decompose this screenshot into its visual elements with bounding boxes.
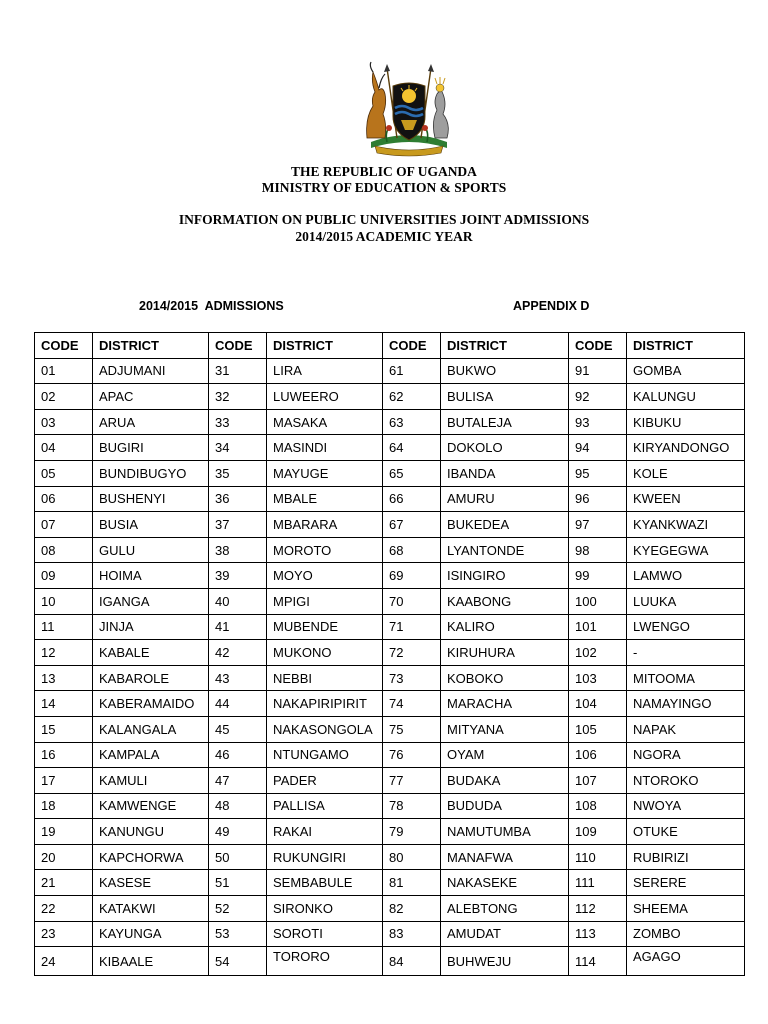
- district-code-cell: 15: [35, 716, 93, 742]
- district-code-cell: 110: [569, 844, 627, 870]
- district-code-cell: 33: [209, 409, 267, 435]
- district-name-cell: NTOROKO: [627, 768, 745, 794]
- appendix-label: APPENDIX D: [513, 299, 590, 313]
- district-name-cell: KOBOKO: [441, 665, 569, 691]
- district-code-cell: 73: [383, 665, 441, 691]
- district-code-cell: 69: [383, 563, 441, 589]
- academic-year-title: 2014/2015 ACADEMIC YEAR: [295, 229, 473, 244]
- district-name-cell: BUSHENYI: [93, 486, 209, 512]
- district-code-cell: 77: [383, 768, 441, 794]
- district-code-cell: 106: [569, 742, 627, 768]
- district-code-cell: 109: [569, 819, 627, 845]
- district-name-cell: NAKAPIRIPIRIT: [267, 691, 383, 717]
- district-code-cell: 20: [35, 844, 93, 870]
- district-code-cell: 62: [383, 384, 441, 410]
- district-code-cell: 51: [209, 870, 267, 896]
- district-code-cell: 02: [35, 384, 93, 410]
- district-name-cell: JINJA: [93, 614, 209, 640]
- district-name-cell: LYANTONDE: [441, 537, 569, 563]
- district-code-cell: 97: [569, 512, 627, 538]
- district-name-cell: KIRYANDONGO: [627, 435, 745, 461]
- district-name-cell: BUDUDA: [441, 793, 569, 819]
- district-code-cell: 38: [209, 537, 267, 563]
- column-header: CODE: [383, 333, 441, 359]
- district-name-cell: MOYO: [267, 563, 383, 589]
- district-name-cell: MBALE: [267, 486, 383, 512]
- district-name-cell: BUSIA: [93, 512, 209, 538]
- district-code-cell: 113: [569, 921, 627, 947]
- district-code-cell: 112: [569, 896, 627, 922]
- district-name-cell: RUKUNGIRI: [267, 844, 383, 870]
- district-code-cell: 54: [209, 947, 267, 976]
- district-code-cell: 105: [569, 716, 627, 742]
- district-code-cell: 67: [383, 512, 441, 538]
- district-code-cell: 104: [569, 691, 627, 717]
- district-code-cell: 49: [209, 819, 267, 845]
- district-code-cell: 47: [209, 768, 267, 794]
- district-code-cell: 01: [35, 358, 93, 384]
- district-name-cell: BUKWO: [441, 358, 569, 384]
- district-name-cell: SOROTI: [267, 921, 383, 947]
- coat-of-arms-emblem: [357, 58, 461, 158]
- district-name-cell: IBANDA: [441, 460, 569, 486]
- district-name-cell: MARACHA: [441, 691, 569, 717]
- district-code-cell: 16: [35, 742, 93, 768]
- district-code-cell: 93: [569, 409, 627, 435]
- district-name-cell: SERERE: [627, 870, 745, 896]
- district-code-cell: 41: [209, 614, 267, 640]
- district-name-cell: BUHWEJU: [441, 947, 569, 976]
- table-row: [35, 768, 745, 794]
- table-row: [35, 435, 745, 461]
- district-code-cell: 65: [383, 460, 441, 486]
- district-code-cell: 18: [35, 793, 93, 819]
- district-name-cell: KIBUKU: [627, 409, 745, 435]
- district-name-cell: GULU: [93, 537, 209, 563]
- district-name-cell: NWOYA: [627, 793, 745, 819]
- table-row: [35, 691, 745, 717]
- district-name-cell: RAKAI: [267, 819, 383, 845]
- table-row: [35, 819, 745, 845]
- table-row: [35, 588, 745, 614]
- district-name-cell: LUWEERO: [267, 384, 383, 410]
- district-name-cell: KAYUNGA: [93, 921, 209, 947]
- district-name-cell: BUKEDEA: [441, 512, 569, 538]
- district-code-cell: 19: [35, 819, 93, 845]
- district-name-cell: MITYANA: [441, 716, 569, 742]
- district-code-cell: 22: [35, 896, 93, 922]
- district-name-cell: MOROTO: [267, 537, 383, 563]
- district-name-cell: -: [627, 640, 745, 666]
- district-name-cell: ARUA: [93, 409, 209, 435]
- district-name-cell: LUUKA: [627, 588, 745, 614]
- district-name-cell: ADJUMANI: [93, 358, 209, 384]
- district-code-cell: 82: [383, 896, 441, 922]
- district-code-cell: 76: [383, 742, 441, 768]
- district-code-cell: 96: [569, 486, 627, 512]
- table-row: [35, 512, 745, 538]
- table-row: [35, 870, 745, 896]
- district-name-cell: IGANGA: [93, 588, 209, 614]
- district-code-cell: 101: [569, 614, 627, 640]
- column-header: CODE: [209, 333, 267, 359]
- district-code-cell: 43: [209, 665, 267, 691]
- district-name-cell: NAPAK: [627, 716, 745, 742]
- district-name-cell: NAMUTUMBA: [441, 819, 569, 845]
- district-code-cell: 95: [569, 460, 627, 486]
- district-name-cell: KASESE: [93, 870, 209, 896]
- district-code-cell: 34: [209, 435, 267, 461]
- district-name-cell: KOLE: [627, 460, 745, 486]
- district-code-cell: 83: [383, 921, 441, 947]
- district-name-cell: BUTALEJA: [441, 409, 569, 435]
- district-code-cell: 42: [209, 640, 267, 666]
- district-name-cell: MAYUGE: [267, 460, 383, 486]
- district-name-cell: KAABONG: [441, 588, 569, 614]
- district-name-cell: OTUKE: [627, 819, 745, 845]
- column-header: CODE: [569, 333, 627, 359]
- district-code-cell: 06: [35, 486, 93, 512]
- district-code-cell: 52: [209, 896, 267, 922]
- district-code-cell: 111: [569, 870, 627, 896]
- column-header: DISTRICT: [441, 333, 569, 359]
- district-code-cell: 14: [35, 691, 93, 717]
- district-name-cell: MASAKA: [267, 409, 383, 435]
- district-code-cell: 21: [35, 870, 93, 896]
- district-code-cell: 03: [35, 409, 93, 435]
- district-code-cell: 66: [383, 486, 441, 512]
- district-name-cell: KANUNGU: [93, 819, 209, 845]
- table-row: [35, 742, 745, 768]
- table-row: [35, 537, 745, 563]
- table-row: [35, 716, 745, 742]
- district-name-cell: KALANGALA: [93, 716, 209, 742]
- district-name-cell: NEBBI: [267, 665, 383, 691]
- district-code-cell: 50: [209, 844, 267, 870]
- district-code-cell: 103: [569, 665, 627, 691]
- district-code-cell: 45: [209, 716, 267, 742]
- district-code-cell: 23: [35, 921, 93, 947]
- district-codes-table: [34, 332, 745, 976]
- district-name-cell: AMURU: [441, 486, 569, 512]
- table-row: [35, 793, 745, 819]
- table-row: [35, 486, 745, 512]
- district-code-cell: 36: [209, 486, 267, 512]
- district-code-cell: 39: [209, 563, 267, 589]
- table-row: [35, 896, 745, 922]
- district-name-cell: KALIRO: [441, 614, 569, 640]
- district-name-cell: NAMAYINGO: [627, 691, 745, 717]
- district-code-cell: 17: [35, 768, 93, 794]
- district-code-cell: 46: [209, 742, 267, 768]
- document-title: INFORMATION ON PUBLIC UNIVERSITIES JOINT ADMISSIONS: [178, 212, 590, 227]
- district-code-cell: 37: [209, 512, 267, 538]
- district-code-cell: 48: [209, 793, 267, 819]
- district-code-cell: 74: [383, 691, 441, 717]
- district-code-cell: 04: [35, 435, 93, 461]
- district-code-cell: 80: [383, 844, 441, 870]
- district-name-cell: KALUNGU: [627, 384, 745, 410]
- district-name-cell: HOIMA: [93, 563, 209, 589]
- table-body: [35, 358, 745, 975]
- district-name-cell: MBARARA: [267, 512, 383, 538]
- district-code-cell: 70: [383, 588, 441, 614]
- district-name-cell: KYANKWAZI: [627, 512, 745, 538]
- district-name-cell: AGAGO: [627, 947, 745, 976]
- column-header: DISTRICT: [627, 333, 745, 359]
- district-name-cell: MUKONO: [267, 640, 383, 666]
- district-name-cell: TORORO: [267, 947, 383, 976]
- table-row: [35, 640, 745, 666]
- district-name-cell: LWENGO: [627, 614, 745, 640]
- district-name-cell: KYEGEGWA: [627, 537, 745, 563]
- district-name-cell: MUBENDE: [267, 614, 383, 640]
- district-name-cell: KAMPALA: [93, 742, 209, 768]
- district-name-cell: KIBAALE: [93, 947, 209, 976]
- district-name-cell: APAC: [93, 384, 209, 410]
- district-name-cell: KATAKWI: [93, 896, 209, 922]
- table-row: [35, 563, 745, 589]
- district-code-cell: 68: [383, 537, 441, 563]
- table-row: [35, 409, 745, 435]
- district-name-cell: MASINDI: [267, 435, 383, 461]
- district-code-cell: 94: [569, 435, 627, 461]
- district-code-cell: 107: [569, 768, 627, 794]
- district-name-cell: LAMWO: [627, 563, 745, 589]
- district-code-cell: 81: [383, 870, 441, 896]
- table-row: [35, 460, 745, 486]
- district-code-cell: 35: [209, 460, 267, 486]
- district-code-cell: 31: [209, 358, 267, 384]
- table-row: [35, 614, 745, 640]
- district-code-cell: 114: [569, 947, 627, 976]
- table-row: [35, 921, 745, 947]
- table-row: [35, 384, 745, 410]
- table-row: [35, 665, 745, 691]
- republic-title: THE REPUBLIC OF UGANDA: [291, 164, 477, 179]
- district-name-cell: KABERAMAIDO: [93, 691, 209, 717]
- district-code-cell: 75: [383, 716, 441, 742]
- district-name-cell: SHEEMA: [627, 896, 745, 922]
- district-code-cell: 12: [35, 640, 93, 666]
- district-name-cell: ALEBTONG: [441, 896, 569, 922]
- district-code-cell: 07: [35, 512, 93, 538]
- district-name-cell: NTUNGAMO: [267, 742, 383, 768]
- district-code-cell: 64: [383, 435, 441, 461]
- district-code-cell: 72: [383, 640, 441, 666]
- district-name-cell: BULISA: [441, 384, 569, 410]
- district-name-cell: KABAROLE: [93, 665, 209, 691]
- district-code-cell: 10: [35, 588, 93, 614]
- district-name-cell: BUGIRI: [93, 435, 209, 461]
- district-name-cell: KAPCHORWA: [93, 844, 209, 870]
- ministry-title: MINISTRY OF EDUCATION & SPORTS: [261, 180, 507, 195]
- district-name-cell: ZOMBO: [627, 921, 745, 947]
- district-name-cell: KABALE: [93, 640, 209, 666]
- district-code-cell: 53: [209, 921, 267, 947]
- admissions-label: 2014/2015 ADMISSIONS: [139, 299, 284, 313]
- district-code-cell: 92: [569, 384, 627, 410]
- table-row: [35, 358, 745, 384]
- district-name-cell: PADER: [267, 768, 383, 794]
- table-row: [35, 947, 745, 976]
- district-code-cell: 100: [569, 588, 627, 614]
- district-code-cell: 08: [35, 537, 93, 563]
- district-code-cell: 108: [569, 793, 627, 819]
- district-code-cell: 05: [35, 460, 93, 486]
- district-name-cell: KAMWENGE: [93, 793, 209, 819]
- district-name-cell: KAMULI: [93, 768, 209, 794]
- district-name-cell: NGORA: [627, 742, 745, 768]
- table-row: [35, 844, 745, 870]
- district-name-cell: MANAFWA: [441, 844, 569, 870]
- district-code-cell: 40: [209, 588, 267, 614]
- district-name-cell: MITOOMA: [627, 665, 745, 691]
- district-code-cell: 71: [383, 614, 441, 640]
- district-name-cell: KIRUHURA: [441, 640, 569, 666]
- district-name-cell: NAKASEKE: [441, 870, 569, 896]
- district-code-cell: 11: [35, 614, 93, 640]
- district-code-cell: 13: [35, 665, 93, 691]
- district-code-cell: 84: [383, 947, 441, 976]
- district-name-cell: DOKOLO: [441, 435, 569, 461]
- district-name-cell: BUDAKA: [441, 768, 569, 794]
- table-header-row: [35, 333, 745, 359]
- district-name-cell: PALLISA: [267, 793, 383, 819]
- district-name-cell: NAKASONGOLA: [267, 716, 383, 742]
- district-name-cell: MPIGI: [267, 588, 383, 614]
- column-header: DISTRICT: [267, 333, 383, 359]
- district-name-cell: LIRA: [267, 358, 383, 384]
- district-name-cell: SIRONKO: [267, 896, 383, 922]
- district-code-cell: 98: [569, 537, 627, 563]
- district-code-cell: 91: [569, 358, 627, 384]
- district-code-cell: 63: [383, 409, 441, 435]
- district-name-cell: KWEEN: [627, 486, 745, 512]
- district-code-cell: 32: [209, 384, 267, 410]
- district-name-cell: ISINGIRO: [441, 563, 569, 589]
- district-name-cell: AMUDAT: [441, 921, 569, 947]
- column-header: DISTRICT: [93, 333, 209, 359]
- district-name-cell: RUBIRIZI: [627, 844, 745, 870]
- district-name-cell: GOMBA: [627, 358, 745, 384]
- district-code-cell: 78: [383, 793, 441, 819]
- district-code-cell: 102: [569, 640, 627, 666]
- district-name-cell: SEMBABULE: [267, 870, 383, 896]
- column-header: CODE: [35, 333, 93, 359]
- district-code-cell: 09: [35, 563, 93, 589]
- district-code-cell: 44: [209, 691, 267, 717]
- district-code-cell: 99: [569, 563, 627, 589]
- district-code-cell: 79: [383, 819, 441, 845]
- district-name-cell: OYAM: [441, 742, 569, 768]
- district-name-cell: BUNDIBUGYO: [93, 460, 209, 486]
- district-code-cell: 24: [35, 947, 93, 976]
- district-code-cell: 61: [383, 358, 441, 384]
